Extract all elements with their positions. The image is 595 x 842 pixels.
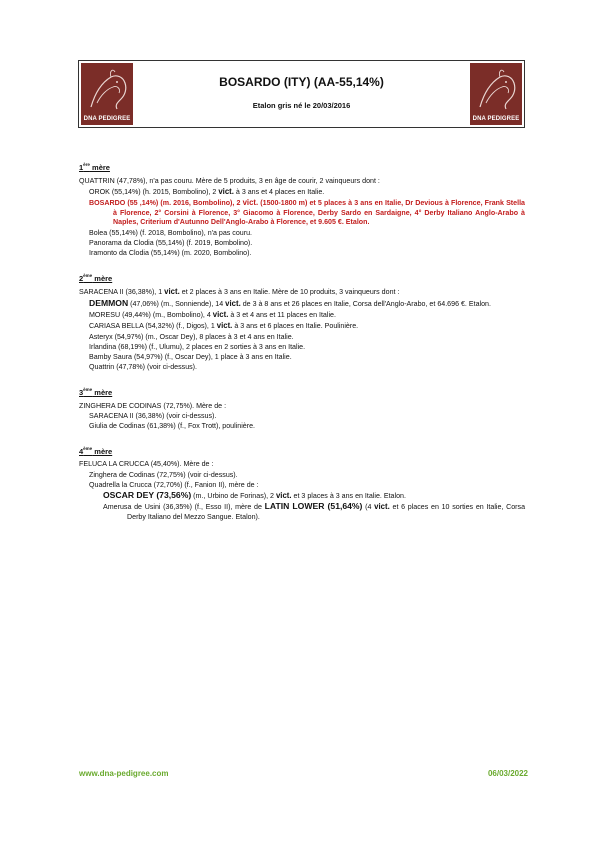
section-3eme-mere xyxy=(79,385,525,432)
list-item: Zinghera de Codinas (72,75%) (voir ci-dessus). xyxy=(89,470,238,479)
list-item: Asteryx (54,97%) (m., Oscar Dey), 8 places à 3 et 4 ans en Italie. xyxy=(89,332,294,341)
header-box xyxy=(78,60,525,128)
list-item: Giulia de Codinas (61,38%) (f., Fox Trott), poulinière. xyxy=(89,422,255,431)
page-title: BOSARDO (ITY) (AA-55,14%) xyxy=(219,75,384,89)
dna-pedigree-logo-right xyxy=(470,63,522,125)
list-item: Quadrella la Crucca (72,70%) (f., Fanion II), mère de : xyxy=(89,480,259,489)
section-2eme-mere xyxy=(79,271,525,373)
list-item-nested: OSCAR DEY (73,56%) (m., Urbino de Forinas), 2 vict. et 3 places à 3 ans en Italie. Etalon. xyxy=(103,490,406,501)
section-heading: 3ème mère xyxy=(79,386,113,397)
section-4eme-mere xyxy=(79,444,525,523)
list-item: Iramonto da Clodia (55,14%) (m. 2020, Bombolino). xyxy=(89,249,252,258)
list-item: Panorama da Clodia (55,14%) (f. 2019, Bombolino). xyxy=(89,238,253,247)
footer-date: 06/03/2022 xyxy=(487,769,528,778)
section-heading: 1ère mère xyxy=(79,162,110,172)
section-heading: 2ème mère xyxy=(79,272,113,283)
dam-intro: QUATTRIN (47,78%), n'a pas couru. Mère de 5 produits, 3 en âge de courir, 2 vainqueurs dont : xyxy=(79,176,380,185)
list-item: DEMMON (47,06%) (m., Sonniende), 14 vict. de 3 à 8 ans et 26 places en Italie, Corsa dell'Anglo-Arabo, et 64.696 €. Etalon. xyxy=(89,297,491,308)
dam-intro: ZINGHERA DE CODINAS (72,75%). Mère de : xyxy=(79,401,227,410)
footer-website-link[interactable]: www.dna-pedigree.com xyxy=(79,769,169,778)
list-item-nested: Amerusa de Usini (36,35%) (f., Esso II), mère de LATIN LOWER (51,64%) (4 vict. et 6 places en 10 sorties en Italie, Corsa Derby Italiano del Mezzo Sangue. Etalon). xyxy=(103,501,526,521)
list-item: Bamby Saura (54,97%) (f., Oscar Dey), 1 place à 3 ans en Italie. xyxy=(89,353,292,362)
list-item: OROK (55,14%) (h. 2015, Bombolino), 2 vict. à 3 ans et 4 places en Italie. xyxy=(89,186,325,196)
logo-text: DNA PEDIGREE xyxy=(472,116,520,122)
list-item: Quattrin (47,78%) (voir ci-dessus). xyxy=(89,363,198,372)
list-item: Bolea (55,14%) (f. 2018, Bombolino), n'a pas couru. xyxy=(89,228,253,237)
list-item: SARACENA II (36,38%) (voir ci-dessus). xyxy=(89,411,217,420)
section-1ere-mere xyxy=(79,160,525,259)
page-subtitle: Etalon gris né le 20/03/2016 xyxy=(252,101,351,110)
dam-intro: FELUCA LA CRUCCA (45,40%). Mère de : xyxy=(79,460,214,469)
dam-intro: SARACENA II (36,38%), 1 vict. et 2 places à 3 ans en Italie. Mère de 10 produits, 3 vainqueurs dont : xyxy=(79,287,400,297)
pedigree-content xyxy=(79,160,525,535)
logo-text: DNA PEDIGREE xyxy=(83,116,131,122)
list-item: CARIASA BELLA (54,32%) (f., Digos), 1 vict. à 3 ans et 6 places en Italie. Poulinière. xyxy=(89,321,359,331)
list-item: Irlandina (68,19%) (f., Ulumu), 2 places en 2 sorties à 3 ans en Italie. xyxy=(89,342,306,351)
section-heading: 4ème mère xyxy=(79,445,113,456)
list-item-highlight: BOSARDO (55 ,14%) (m. 2016, Bombolino), 2 vict. (1500-1800 m) et 5 places à 3 ans en Italie, Dr Devious à Florence, Frank Stella à Florence, 2° Corsini à Florence, 3° Giacomo à Florence, Derby Sardo en Sardaigne, 4° Derby Italiano Anglo-Arabo à Naples, Criterium d'Autunno Dell'Anglo-Arabo à Florence, et 9.605 €. Etalon. xyxy=(89,198,526,227)
list-item: MORESU (49,44%) (m., Bombolino), 4 vict. à 3 et 4 ans et 11 places en Italie. xyxy=(89,309,336,319)
dna-pedigree-logo-left xyxy=(81,63,133,125)
